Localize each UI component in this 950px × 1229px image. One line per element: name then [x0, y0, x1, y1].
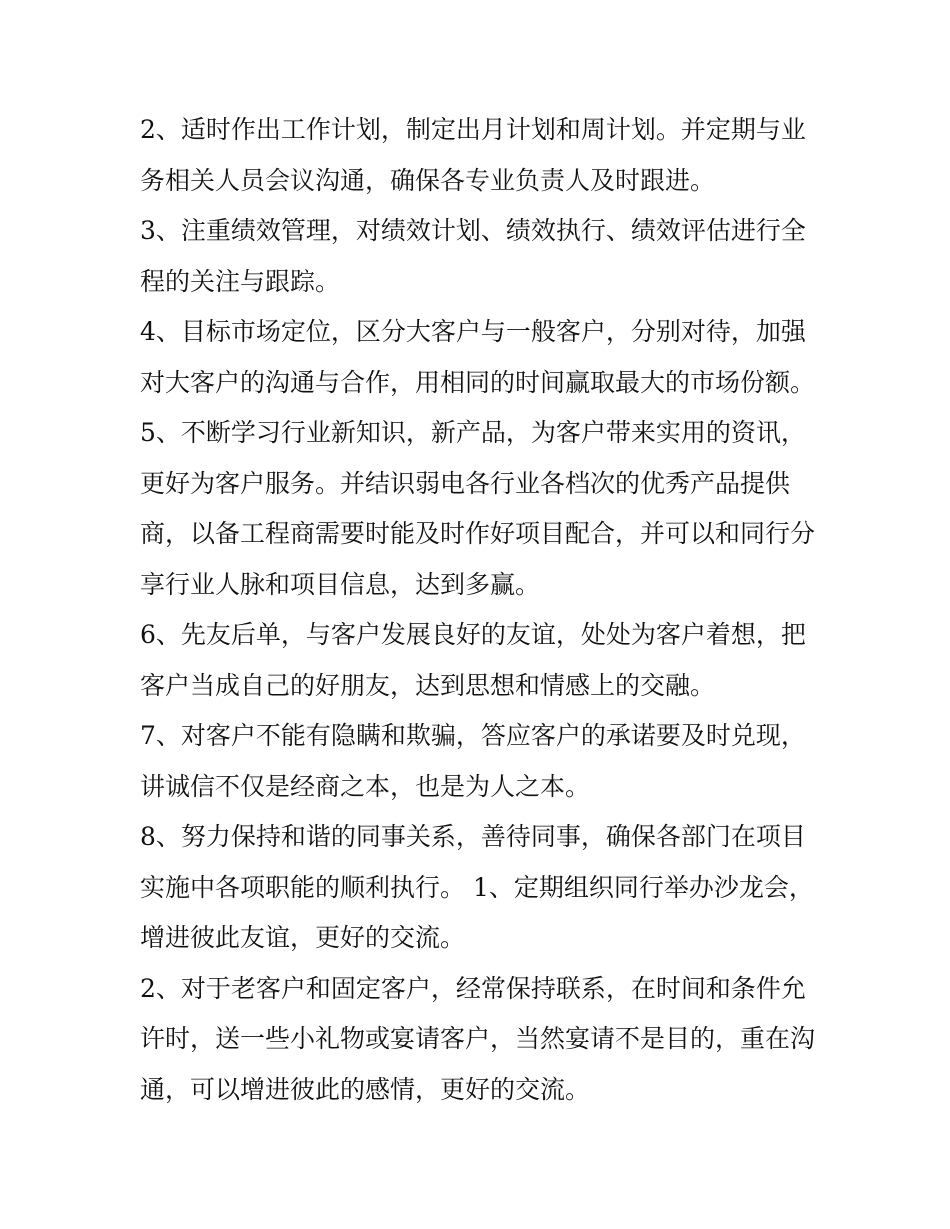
text-line: 8、努力保持和谐的同事关系，善待同事，确保各部门在项目 [140, 822, 806, 851]
text-line: 增进彼此友谊，更好的交流。 [140, 923, 466, 952]
text-line: 通，可以增进彼此的感情，更好的交流。 [140, 1074, 591, 1104]
text-line: 许时，送一些小礼物或宴请客户，当然宴请不是目的，重在沟 [140, 1024, 816, 1053]
text-line: 5、不断学习行业新知识，新产品，为客户带来实用的资讯， [140, 418, 806, 447]
text-line: 对大客户的沟通与合作，用相同的时间赢取最大的市场份额。 [140, 367, 816, 397]
text-line: 4、目标市场定位，区分大客户与一般客户，分别对待，加强 [140, 317, 806, 346]
text-line: 2、对于老客户和固定客户，经常保持联系，在时间和条件允 [140, 973, 806, 1003]
text-line: 2、适时作出工作计划，制定出月计划和周计划。并定期与业 [140, 115, 806, 144]
text-line: 商，以备工程商需要时能及时作好项目配合，并可以和同行分 [140, 519, 816, 548]
text-line: 更好为客户服务。并结识弱电各行业各档次的优秀产品提供 [140, 468, 791, 498]
text-line: 3、注重绩效管理，对绩效计划、绩效执行、绩效评估进行全 [140, 216, 806, 245]
text-line: 客户当成自己的好朋友，达到思想和情感上的交融。 [140, 670, 716, 700]
text-line: 程的关注与跟踪。 [140, 266, 341, 296]
text-line: 务相关人员会议沟通，确保各专业负责人及时跟进。 [140, 165, 716, 195]
text-line: 实施中各项职能的顺利执行。 1、定期组织同行举办沙龙会， [140, 872, 814, 902]
text-line: 7、对客户不能有隐瞒和欺骗，答应客户的承诺要及时兑现， [140, 721, 806, 750]
document-body [140, 105, 820, 1115]
text-line: 讲诚信不仅是经商之本，也是为人之本。 [140, 771, 591, 801]
text-line: 享行业人脉和项目信息，达到多赢。 [140, 569, 541, 599]
text-line: 6、先友后单，与客户发展良好的友谊，处处为客户着想，把 [140, 620, 806, 649]
